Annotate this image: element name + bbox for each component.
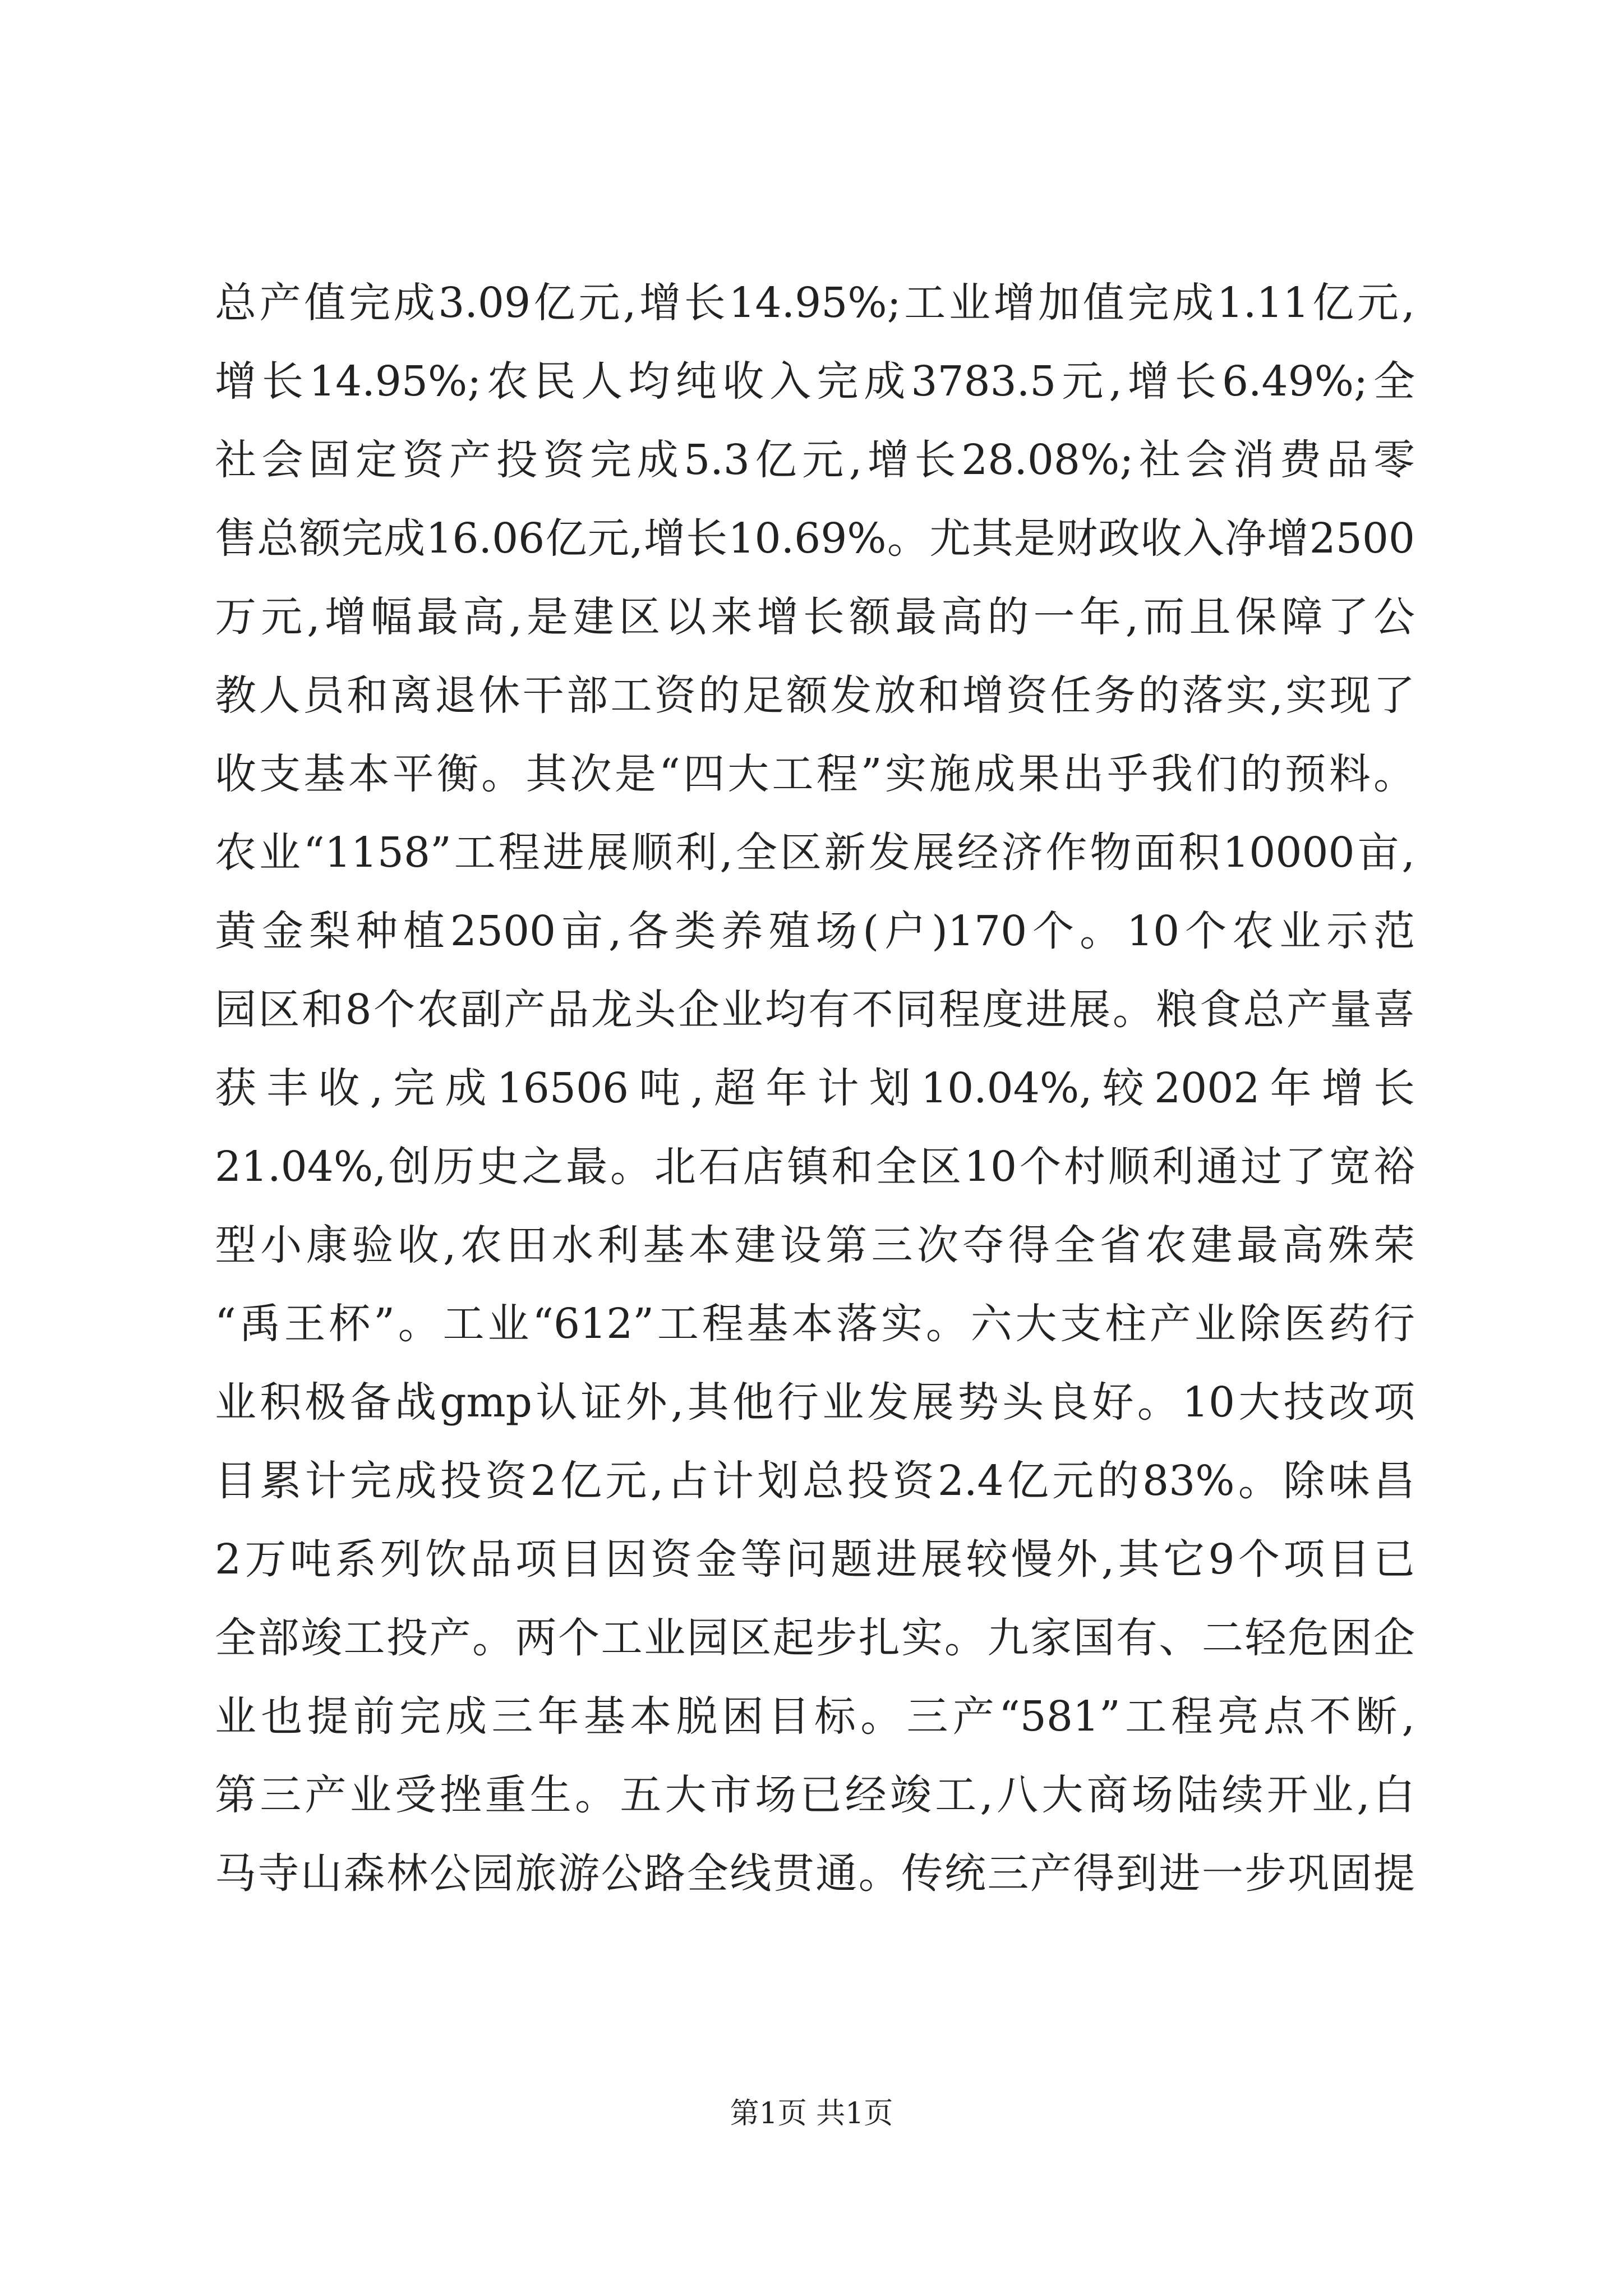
text-line: 收支基本平衡。其次是“四大工程”实施成果出乎我们的预料。 bbox=[215, 750, 1415, 798]
text-line: 第三产业受挫重生。五大市场已经竣工,八大商场陆续开业,白 bbox=[215, 1771, 1415, 1819]
page-number-label: 第1页 共1页 bbox=[730, 2097, 893, 2131]
text-line: 业积极备战gmp认证外,其他行业发展势头良好。10大技改项 bbox=[215, 1378, 1415, 1427]
text-line: 2万吨系列饮品项目因资金等问题进展较慢外,其它9个项目已 bbox=[215, 1535, 1415, 1584]
text-line: 21.04%,创历史之最。北石店镇和全区10个村顺利通过了宽裕 bbox=[215, 1143, 1415, 1191]
text-line: 全部竣工投产。两个工业园区起步扎实。九家国有、二轻危困企 bbox=[215, 1614, 1415, 1662]
page-footer bbox=[0, 2097, 1623, 2131]
body-text bbox=[215, 264, 1415, 1913]
text-line: 目累计完成投资2亿元,占计划总投资2.4亿元的83%。除味昌 bbox=[215, 1457, 1415, 1505]
text-line: 园区和8个农副产品龙头企业均有不同程度进展。粮食总产量喜 bbox=[215, 986, 1415, 1034]
text-line: 马寺山森林公园旅游公路全线贯通。传统三产得到进一步巩固提 bbox=[215, 1849, 1415, 1898]
text-line: 增长14.95%;农民人均纯收入完成3783.5元,增长6.49%;全 bbox=[215, 357, 1415, 406]
text-line: 教人员和离退休干部工资的足额发放和增资任务的落实,实现了 bbox=[215, 671, 1415, 720]
text-line: 万元,增幅最高,是建区以来增长额最高的一年,而且保障了公 bbox=[215, 593, 1415, 641]
text-line: 黄金梨种植2500亩,各类养殖场(户)170个。10个农业示范 bbox=[215, 907, 1415, 955]
text-line: 获丰收,完成16506吨,超年计划10.04%,较2002年增长 bbox=[215, 1064, 1415, 1112]
text-line: 型小康验收,农田水利基本建设第三次夺得全省农建最高殊荣 bbox=[215, 1221, 1415, 1269]
text-line: 农业“1158”工程进展顺利,全区新发展经济作物面积10000亩, bbox=[215, 829, 1415, 877]
text-line: 总产值完成3.09亿元,增长14.95%;工业增加值完成1.11亿元, bbox=[215, 279, 1415, 327]
text-line: “禹王杯”。工业“612”工程基本落实。六大支柱产业除医药行 bbox=[215, 1300, 1415, 1348]
text-line: 售总额完成16.06亿元,增长10.69%。尤其是财政收入净增2500 bbox=[215, 514, 1415, 563]
text-line: 社会固定资产投资完成5.3亿元,增长28.08%;社会消费品零 bbox=[215, 436, 1415, 484]
text-line: 业也提前完成三年基本脱困目标。三产“581”工程亮点不断, bbox=[215, 1692, 1415, 1741]
